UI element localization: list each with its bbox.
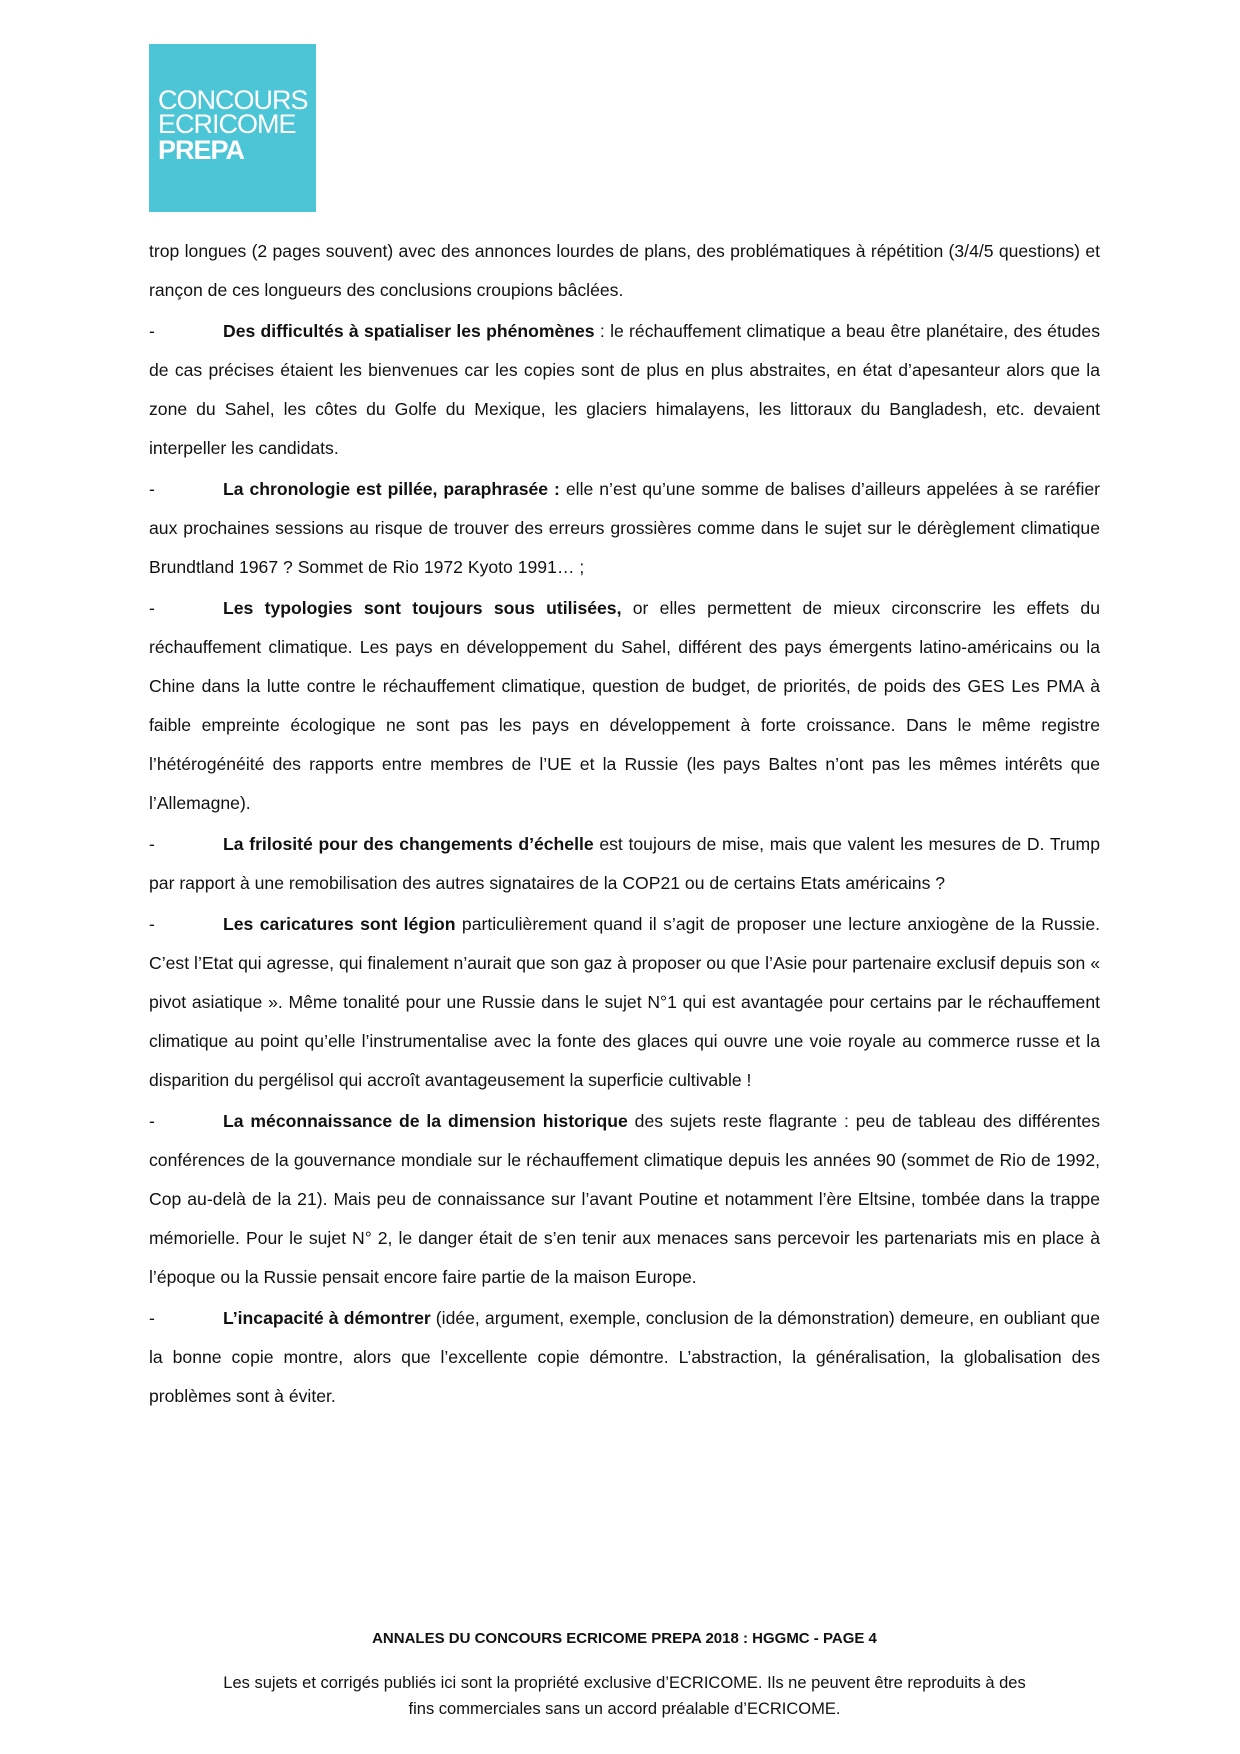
logo-line-ecricome: ECRICOME bbox=[158, 109, 296, 139]
item-heading: Des difficultés à spatialiser les phénomènes bbox=[223, 321, 595, 341]
list-dash: - bbox=[149, 834, 155, 854]
list-item bbox=[149, 312, 1100, 468]
footer-copyright-note bbox=[149, 1670, 1100, 1722]
item-text: or elles permettent de mieux circonscrire les effets du réchauffement climatique. Les pays en développement du Sahel, différent des pays émergents latino-américains ou la Chine dans la lutte contre le réchauffement climatique, question de budget, de priorités, de poids des GES Les PMA à faible empreinte écologique ne sont pas les pays en développement à forte croissance. Dans le même registre l’hétérogénéité des rapports entre membres de l’UE et la Russie (les pays Baltes n’ont pas les mêmes intérêts que l’Allemagne). bbox=[149, 598, 1100, 813]
list-dash: - bbox=[149, 914, 155, 934]
list-dash: - bbox=[149, 321, 155, 341]
list-item bbox=[149, 1102, 1100, 1297]
logo-line-prepa: PREPA bbox=[158, 135, 245, 165]
document-body bbox=[149, 232, 1100, 1418]
item-text: des sujets reste flagrante : peu de tableau des différentes conférences de la gouvernance mondiale sur le réchauffement climatique depuis les années 90 (sommet de Rio de 1992, Cop au-delà de la 21). Mais peu de connaissance sur l’avant Poutine et notamment l’ère Eltsine, tombée dans la trappe mémorielle. Pour le sujet N° 2, le danger était de s’en tenir aux menaces sans percevoir les partenariats mis en place à l’époque ou la Russie pensait encore faire partie de la maison Europe. bbox=[149, 1111, 1100, 1287]
list-dash: - bbox=[149, 479, 155, 499]
ecricome-logo bbox=[149, 44, 316, 212]
item-heading: L’incapacité à démontrer bbox=[223, 1308, 431, 1328]
item-text: elle n’est qu’une somme de balises d’ailleurs appelées à se raréfier aux prochaines sessions au risque de trouver des erreurs grossières comme dans le sujet sur le dérèglement climatique Brundtland 1967 ? Sommet de Rio 1972 Kyoto 1991… ; bbox=[149, 479, 1100, 577]
list-dash: - bbox=[149, 1111, 155, 1131]
list-item bbox=[149, 825, 1100, 903]
item-heading: Les caricatures sont légion bbox=[223, 914, 456, 934]
logo-line-concours: CONCOURS bbox=[158, 85, 308, 115]
item-heading: Les typologies sont toujours sous utilisées, bbox=[223, 598, 622, 618]
item-text: est toujours de mise, mais que valent les mesures de D. Trump par rapport à une remobilisation des autres signataires de la COP21 ou de certains Etats américains ? bbox=[149, 834, 1100, 893]
footer-note-line: Les sujets et corrigés publiés ici sont la propriété exclusive d’ECRICOME. Ils ne peuvent être reproduits à des bbox=[223, 1674, 1026, 1692]
item-heading: La chronologie est pillée, paraphrasée : bbox=[223, 479, 560, 499]
list-item bbox=[149, 470, 1100, 587]
list-item bbox=[149, 589, 1100, 823]
item-text: : le réchauffement climatique a beau être planétaire, des études de cas précises étaient les bienvenues car les copies sont de plus en plus abstraites, en état d’apesanteur alors que la zone du Sahel, les côtes du Golfe du Mexique, les glaciers himalayens, les littoraux du Bangladesh, etc. devaient interpeller les candidats. bbox=[149, 321, 1101, 458]
list-item bbox=[149, 905, 1100, 1100]
item-text: particulièrement quand il s’agit de proposer une lecture anxiogène de la Russie. C’est l’Etat qui agresse, qui finalement n’aurait que son gaz à proposer ou que l’Asie pour partenaire exclusif depuis son « pivot asiatique ». Même tonalité pour une Russie dans le sujet N°1 qui est avantagée pour certains par le réchauffement climatique au point qu’elle l’instrumentalise avec la fonte des glaces qui ouvre une voie royale au commerce russe et la disparition du pergélisol qui accroît avantageusement la superficie cultivable ! bbox=[149, 914, 1100, 1090]
list-dash: - bbox=[149, 598, 155, 618]
item-heading: La méconnaissance de la dimension historique bbox=[223, 1111, 628, 1131]
item-text: (idée, argument, exemple, conclusion de la démonstration) demeure, en oubliant que la bonne copie montre, alors que l’excellente copie démontre. L’abstraction, la généralisation, la globalisation des problèmes sont à éviter. bbox=[149, 1308, 1100, 1406]
list-dash: - bbox=[149, 1308, 155, 1328]
item-heading: La frilosité pour des changements d’échelle bbox=[223, 834, 594, 854]
list-item bbox=[149, 1299, 1100, 1416]
intro-paragraph: trop longues (2 pages souvent) avec des annonces lourdes de plans, des problématiques à répétition (3/4/5 questions) et rançon de ces longueurs des conclusions croupions bâclées. bbox=[149, 241, 1100, 300]
footer-title: ANNALES DU CONCOURS ECRICOME PREPA 2018 : HGGMC - PAGE 4 bbox=[372, 1630, 877, 1647]
footer-note-line: fins commerciales sans un accord préalable d’ECRICOME. bbox=[408, 1700, 841, 1718]
